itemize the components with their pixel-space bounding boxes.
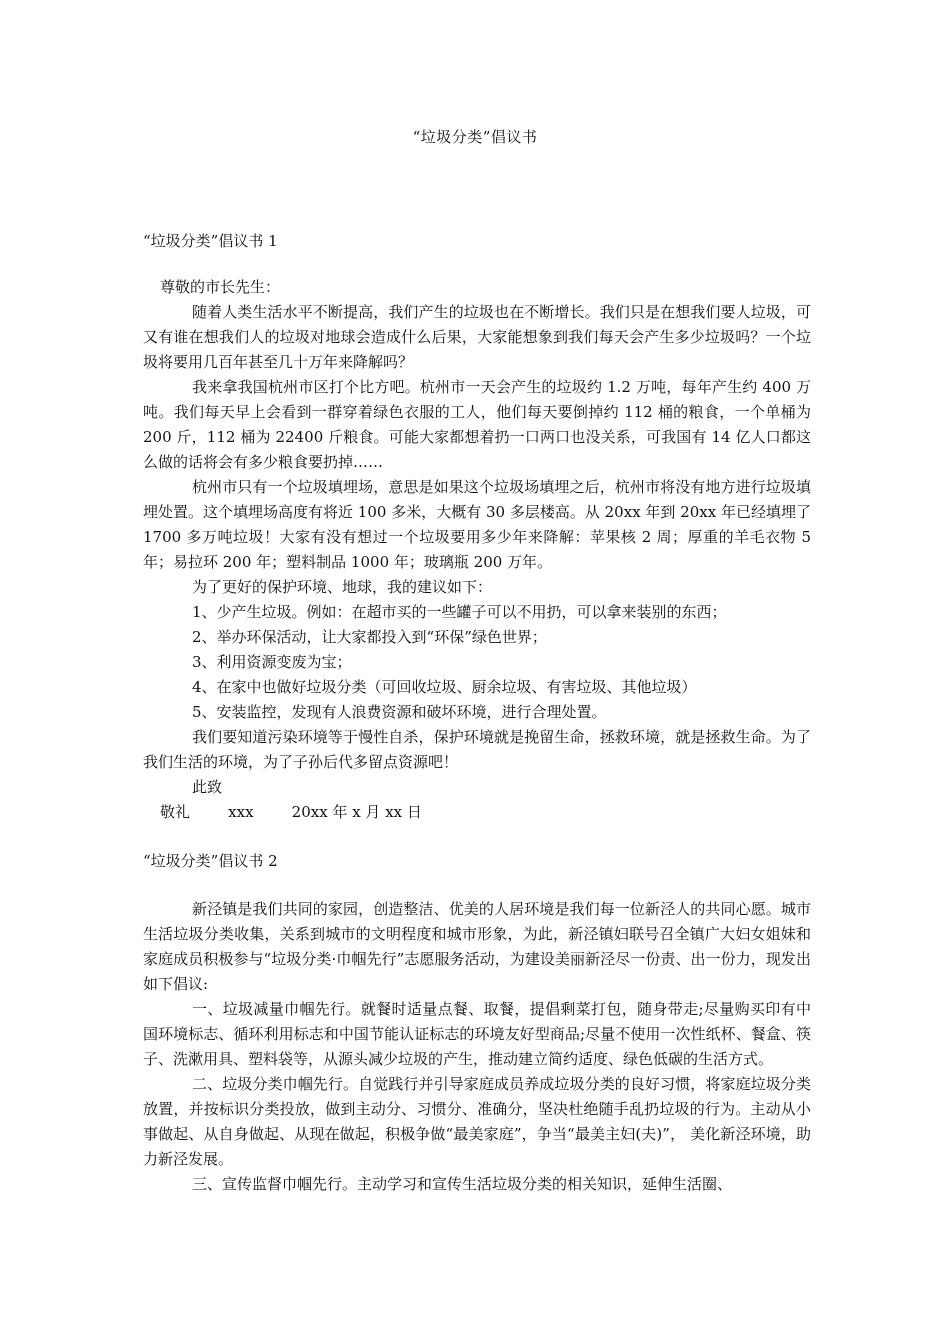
section-1-heading: “垃圾分类”倡议书 1 [143,232,278,250]
paragraph: 我们要知道污染环境等于慢性自杀，保护环境就是挽留生命，拯救环境，就是拯救生命。为了我们生活的环境，为了子孙后代多留点资源吧！ [143,728,811,771]
section-2-body [143,897,811,1197]
paragraph: 为了更好的保护环境、地球，我的建议如下： [192,578,493,596]
list-item: 4、在家中也做好垃圾分类（可回收垃圾、厨余垃圾、有害垃圾、其他垃圾） [192,678,697,696]
paragraph: 新泾镇是我们共同的家园，创造整洁、优美的人居环境是我们每一位新泾人的共同心愿。城市生活垃圾分类收集，关系到城市的文明程度和城市形象，为此，新泾镇妇联号召全镇广大妇女姐妹和家庭成员积极参与“垃圾分类·巾帼先行”志愿服务活动，为建设美丽新泾尽一份责、出一份力，现发出如下倡议: [143,900,811,993]
greeting: 尊敬的市长先生： [160,278,281,296]
paragraph: 三、宣传监督巾帼先行。主动学习和宣传生活垃圾分类的相关知识，延伸生活圈、 [192,1175,733,1193]
list-item: 5、安装监控，发现有人浪费资源和破坏环境，进行合理处置。 [192,703,607,721]
paragraph: 我来拿我国杭州市区打个比方吧。杭州市一天会产生的垃圾约 1.2 万吨，每年产生约 400 万吨。我们每天早上会看到一群穿着绿色衣服的工人，他们每天要倒掉约 112 桶的粮食，一个单桶为 200 斤，112 桶为 22400 斤粮食。可能大家都想着扔一口两口也没关系，可我国有 14 亿人口都这么做的话将会有多少粮食要扔掉…… [143,378,811,471]
signature-line: 敬礼 xxx 20xx 年 x 月 xx 日 [160,803,422,821]
list-item: 1、少产生垃圾。例如：在超市买的一些罐子可以不用扔，可以拿来装别的东西； [192,603,727,621]
document-title: “垃圾分类”倡议书 [412,128,538,146]
list-item: 3、利用资源变废为宝； [192,653,352,671]
paragraph: 二、垃圾分类巾帼先行。自觉践行并引导家庭成员养成垃圾分类的良好习惯，将家庭垃圾分类放置，并按标识分类投放，做到主动分、习惯分、准确分，坚决杜绝随手乱扔垃圾的行为。主动从小事做起、从自身做起、从现在做起，积极争做“最美家庭”，争当“最美主妇(夫)”， 美化新泾环境，助力新泾发展。 [143,1075,811,1168]
section-2-heading: “垃圾分类”倡议书 2 [143,852,278,870]
paragraph: 杭州市只有一个垃圾填埋场，意思是如果这个垃圾场填埋之后，杭州市将没有地方进行垃圾填埋处置。这个填埋场高度有将近 100 多米，大概有 30 多层楼高。从 20xx 年到 20xx 年已经填埋了 1700 多万吨垃圾！大家有没有想过一个垃圾要用多少年来降解：苹果核 2 周；厚重的羊毛衣物 5 年；易拉环 200 年；塑料制品 1000 年；玻璃瓶 200 万年。 [143,478,811,571]
closing-salutation: 此致 [192,778,223,796]
paragraph: 一、垃圾减量巾帼先行。就餐时适量点餐、取餐，提倡剩菜打包，随身带走;尽量购买印有中国环境标志、循环利用标志和中国节能认证标志的环境友好型商品;尽量不使用一次性纸杯、餐盒、筷子、洗漱用具、塑料袋等，从源头减少垃圾的产生，推动建立简约适度、绿色低碳的生活方式。 [143,1000,811,1068]
list-item: 2、举办环保活动，让大家都投入到“环保”绿色世界； [192,628,547,646]
section-1-body [143,275,811,825]
paragraph: 随着人类生活水平不断提高，我们产生的垃圾也在不断增长。我们只是在想我们要人垃圾，可又有谁在想我们人的垃圾对地球会造成什么后果，大家能想象到我们每天会产生多少垃圾吗？一个垃圾将要用几百年甚至几十万年来降解吗？ [143,303,811,371]
